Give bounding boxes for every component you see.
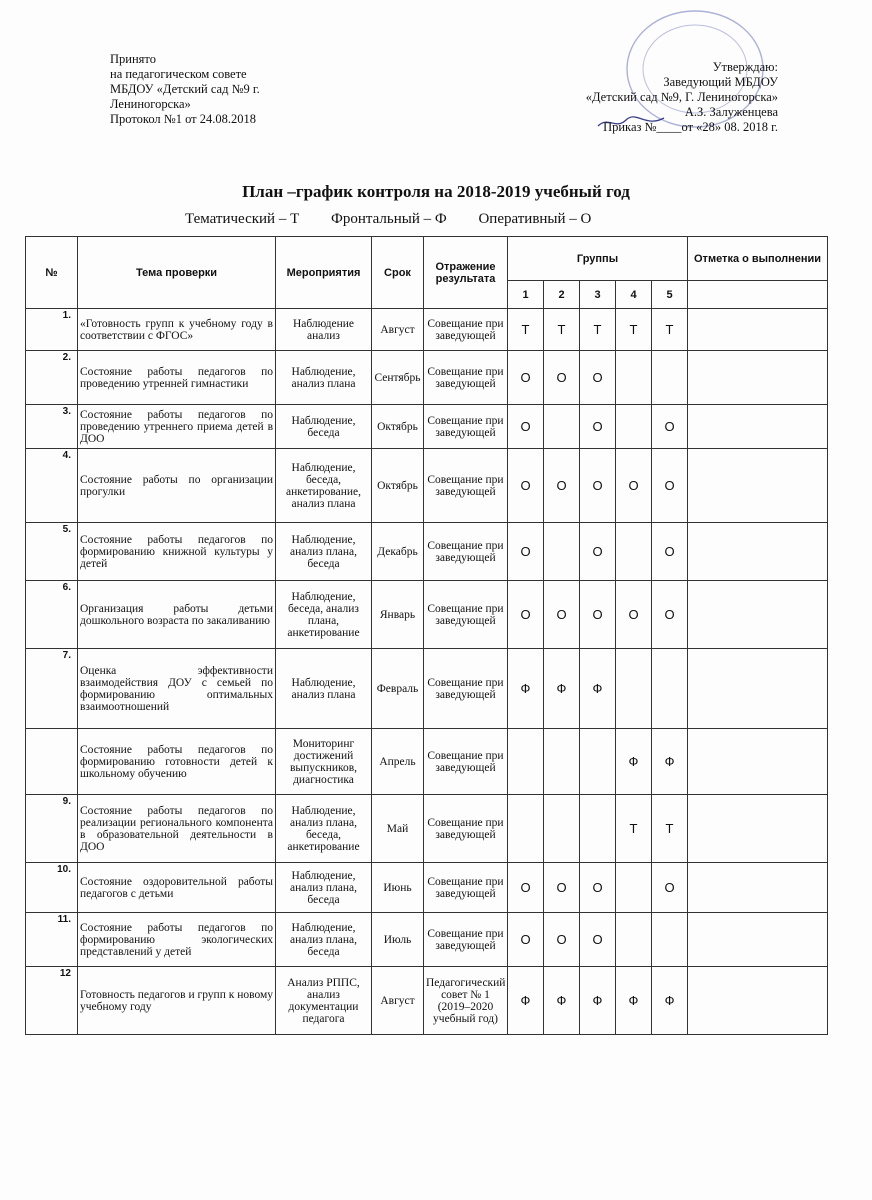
- header-group-5: 5: [652, 281, 688, 309]
- table-row: [26, 449, 828, 523]
- row-number: 3.: [26, 405, 78, 449]
- row-events: Наблюдение, беседа: [276, 405, 372, 449]
- row-group-mark: О: [652, 405, 688, 449]
- row-term: Июль: [372, 913, 424, 967]
- row-group-mark: Т: [508, 309, 544, 351]
- row-term: Октябрь: [372, 405, 424, 449]
- row-group-mark: О: [508, 863, 544, 913]
- row-number: 4.: [26, 449, 78, 523]
- row-number: [26, 729, 78, 795]
- row-topic: Состояние работы педагогов по формированию книжной культуры у детей: [78, 523, 276, 581]
- approval-line: А.З. Залуженцева: [684, 105, 778, 119]
- row-group-mark: [580, 729, 616, 795]
- table-row: [26, 581, 828, 649]
- row-events: Наблюдение, анализ плана: [276, 649, 372, 729]
- header-result: Отражение результата: [424, 237, 508, 309]
- row-group-mark: О: [652, 449, 688, 523]
- table-row: [26, 309, 828, 351]
- row-result: Педагогический совет № 1 (2019–2020 учебный год): [424, 967, 508, 1035]
- row-done: [688, 649, 828, 729]
- row-done: [688, 795, 828, 863]
- approval-line: Приказ №____от «28» 08. 2018 г.: [603, 120, 778, 134]
- table-row: [26, 405, 828, 449]
- row-group-mark: О: [544, 581, 580, 649]
- row-term: Сентябрь: [372, 351, 424, 405]
- row-group-mark: О: [580, 581, 616, 649]
- row-group-mark: Ф: [508, 649, 544, 729]
- row-group-mark: О: [544, 863, 580, 913]
- row-result: Совещание при заведующей: [424, 913, 508, 967]
- table-row: [26, 863, 828, 913]
- table-row: [26, 523, 828, 581]
- legend-operative: Оперативный – О: [478, 211, 592, 227]
- approval-block: [520, 60, 778, 135]
- row-topic: Состояние оздоровительной работы педагогов с детьми: [78, 863, 276, 913]
- row-term: Август: [372, 309, 424, 351]
- row-group-mark: [544, 729, 580, 795]
- row-group-mark: О: [652, 581, 688, 649]
- row-group-mark: О: [616, 581, 652, 649]
- row-group-mark: Т: [652, 795, 688, 863]
- row-topic: Оценка эффективности взаимодействия ДОУ с семьей по формированию оптимальных взаимоотношений: [78, 649, 276, 729]
- row-group-mark: [616, 405, 652, 449]
- row-group-mark: О: [508, 449, 544, 523]
- accepted-line: Лениногорска»: [110, 97, 191, 111]
- row-group-mark: О: [580, 449, 616, 523]
- row-term: Май: [372, 795, 424, 863]
- row-group-mark: Ф: [508, 967, 544, 1035]
- approval-line: Утверждаю:: [712, 60, 778, 74]
- table-row: [26, 729, 828, 795]
- row-group-mark: О: [580, 523, 616, 581]
- row-group-mark: [544, 405, 580, 449]
- row-events: Наблюдение, анализ плана, беседа: [276, 523, 372, 581]
- row-term: Декабрь: [372, 523, 424, 581]
- row-events: Наблюдение, беседа, анкетирование, анализ плана: [276, 449, 372, 523]
- row-group-mark: Ф: [616, 729, 652, 795]
- row-group-mark: Ф: [616, 967, 652, 1035]
- accepted-line: Протокол №1 от 24.08.2018: [110, 112, 257, 126]
- row-group-mark: [580, 795, 616, 863]
- row-group-mark: Т: [544, 309, 580, 351]
- row-group-mark: [616, 523, 652, 581]
- header-done: Отметка о выполнении: [688, 237, 828, 281]
- row-topic: Готовность педагогов и групп к новому учебному году: [78, 967, 276, 1035]
- header-group-4: 4: [616, 281, 652, 309]
- row-result: Совещание при заведующей: [424, 449, 508, 523]
- row-group-mark: О: [580, 913, 616, 967]
- row-events: Анализ РППС, анализ документации педагога: [276, 967, 372, 1035]
- row-group-mark: Ф: [544, 649, 580, 729]
- page-title: План –график контроля на 2018-2019 учебный год: [242, 182, 630, 201]
- row-term: Апрель: [372, 729, 424, 795]
- row-group-mark: О: [544, 449, 580, 523]
- row-term: Октябрь: [372, 449, 424, 523]
- row-group-mark: [652, 351, 688, 405]
- row-number: 1.: [26, 309, 78, 351]
- row-term: Январь: [372, 581, 424, 649]
- row-group-mark: Т: [652, 309, 688, 351]
- table-row: [26, 795, 828, 863]
- row-events: Мониторинг достижений выпускников, диагностика: [276, 729, 372, 795]
- row-group-mark: О: [508, 405, 544, 449]
- legend-thematic: Тематический – Т: [185, 211, 300, 227]
- row-topic: Состояние работы педагогов по формированию готовности детей к школьному обучению: [78, 729, 276, 795]
- row-done: [688, 863, 828, 913]
- row-group-mark: [508, 795, 544, 863]
- approval-line: Заведующий МБДОУ: [663, 75, 778, 89]
- row-done: [688, 351, 828, 405]
- row-topic: Состояние работы педагогов по реализации регионального компонента в образовательной деятельности в ДОО: [78, 795, 276, 863]
- row-group-mark: Т: [580, 309, 616, 351]
- row-group-mark: [544, 795, 580, 863]
- row-result: Совещание при заведующей: [424, 523, 508, 581]
- row-topic: Организация работы детьми дошкольного возраста по закаливанию: [78, 581, 276, 649]
- row-done: [688, 913, 828, 967]
- row-group-mark: Т: [616, 309, 652, 351]
- row-group-mark: [544, 523, 580, 581]
- row-group-mark: О: [508, 581, 544, 649]
- row-events: Наблюдение, анализ плана, беседа, анкетирование: [276, 795, 372, 863]
- header-topic: Тема проверки: [78, 237, 276, 309]
- row-group-mark: О: [508, 351, 544, 405]
- row-events: Наблюдение, анализ плана: [276, 351, 372, 405]
- accepted-block: [110, 52, 330, 127]
- row-number: 11.: [26, 913, 78, 967]
- row-group-mark: О: [544, 351, 580, 405]
- row-done: [688, 581, 828, 649]
- approval-line: «Детский сад №9, Г. Лениногорска»: [585, 90, 778, 104]
- legend-frontal: Фронтальный – Ф: [330, 211, 447, 227]
- row-group-mark: О: [580, 405, 616, 449]
- header-done-blank: [688, 281, 828, 309]
- row-result: Совещание при заведующей: [424, 351, 508, 405]
- row-topic: Состояние работы педагогов по проведению утренней гимнастики: [78, 351, 276, 405]
- row-done: [688, 309, 828, 351]
- row-group-mark: О: [580, 863, 616, 913]
- row-topic: «Готовность групп к учебному году в соответствии с ФГОС»: [78, 309, 276, 351]
- accepted-line: на педагогическом совете: [110, 67, 247, 81]
- row-term: Февраль: [372, 649, 424, 729]
- row-result: Совещание при заведующей: [424, 649, 508, 729]
- header-groups: Группы: [508, 237, 688, 281]
- row-result: Совещание при заведующей: [424, 405, 508, 449]
- row-result: Совещание при заведующей: [424, 729, 508, 795]
- control-legend: [185, 211, 619, 228]
- row-group-mark: [616, 351, 652, 405]
- row-group-mark: [652, 913, 688, 967]
- table-row: [26, 649, 828, 729]
- row-term: Июнь: [372, 863, 424, 913]
- row-group-mark: [616, 649, 652, 729]
- row-group-mark: Т: [616, 795, 652, 863]
- header-group-2: 2: [544, 281, 580, 309]
- row-group-mark: [652, 649, 688, 729]
- row-group-mark: Ф: [580, 967, 616, 1035]
- row-group-mark: Ф: [652, 967, 688, 1035]
- row-group-mark: О: [652, 523, 688, 581]
- row-group-mark: О: [580, 351, 616, 405]
- row-group-mark: [616, 913, 652, 967]
- row-number: 12: [26, 967, 78, 1035]
- row-result: Совещание при заведующей: [424, 863, 508, 913]
- row-number: 5.: [26, 523, 78, 581]
- header-group-3: 3: [580, 281, 616, 309]
- row-topic: Состояние работы по организации прогулки: [78, 449, 276, 523]
- row-done: [688, 729, 828, 795]
- row-group-mark: О: [652, 863, 688, 913]
- header-events: Мероприятия: [276, 237, 372, 309]
- row-done: [688, 523, 828, 581]
- row-number: 7.: [26, 649, 78, 729]
- row-group-mark: Ф: [544, 967, 580, 1035]
- row-topic: Состояние работы педагогов по проведению утреннего приема детей в ДОО: [78, 405, 276, 449]
- table-row: [26, 913, 828, 967]
- row-events: Наблюдение, анализ плана, беседа: [276, 863, 372, 913]
- row-done: [688, 967, 828, 1035]
- table-row: [26, 351, 828, 405]
- row-done: [688, 449, 828, 523]
- row-group-mark: Ф: [580, 649, 616, 729]
- accepted-line: Принято: [110, 52, 156, 66]
- row-events: Наблюдение анализ: [276, 309, 372, 351]
- row-group-mark: [616, 863, 652, 913]
- row-group-mark: Ф: [652, 729, 688, 795]
- row-group-mark: О: [508, 913, 544, 967]
- accepted-line: МБДОУ «Детский сад №9 г.: [110, 82, 260, 96]
- row-number: 10.: [26, 863, 78, 913]
- row-done: [688, 405, 828, 449]
- control-schedule-table: [25, 236, 828, 1035]
- header-group-1: 1: [508, 281, 544, 309]
- row-events: Наблюдение, анализ плана, беседа: [276, 913, 372, 967]
- header-term: Срок: [372, 237, 424, 309]
- row-group-mark: [508, 729, 544, 795]
- row-group-mark: О: [616, 449, 652, 523]
- row-events: Наблюдение, беседа, анализ плана, анкетирование: [276, 581, 372, 649]
- table-row: [26, 967, 828, 1035]
- row-group-mark: О: [508, 523, 544, 581]
- row-term: Август: [372, 967, 424, 1035]
- row-group-mark: О: [544, 913, 580, 967]
- row-result: Совещание при заведующей: [424, 795, 508, 863]
- row-number: 6.: [26, 581, 78, 649]
- row-number: 2.: [26, 351, 78, 405]
- row-number: 9.: [26, 795, 78, 863]
- row-result: Совещание при заведующей: [424, 581, 508, 649]
- row-result: Совещание при заведующей: [424, 309, 508, 351]
- row-topic: Состояние работы педагогов по формированию экологических представлений у детей: [78, 913, 276, 967]
- header-num: №: [26, 237, 78, 309]
